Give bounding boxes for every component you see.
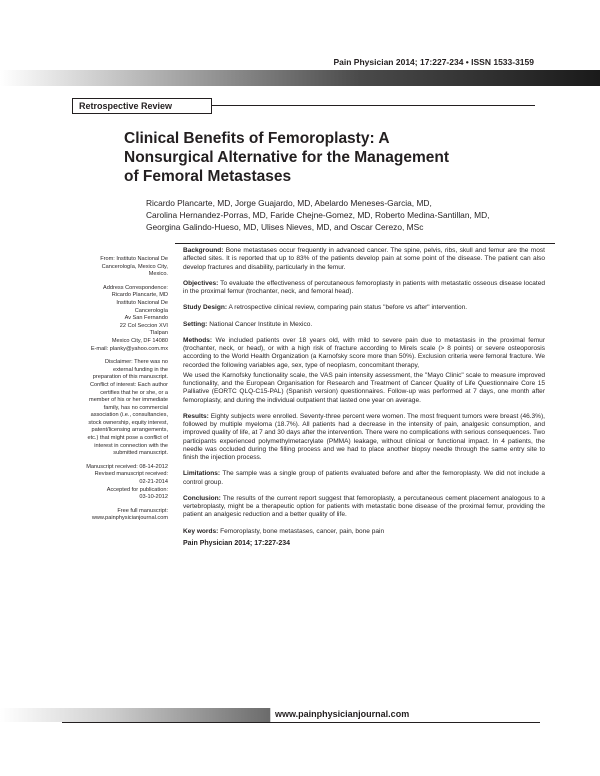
sidebar-line: certifies that he or she, or a	[100, 389, 168, 396]
objectives-paragraph	[183, 280, 545, 297]
objectives-label: Objectives:	[183, 279, 219, 287]
correspondence-block	[62, 285, 168, 353]
author-line: Carolina Hernandez-Porras, MD, Faride Chejne-Gomez, MD, Roberto Medina-Santillan, MD,	[146, 209, 490, 220]
sidebar-line: Address Correspondence:	[103, 284, 168, 291]
conclusion-paragraph	[183, 495, 545, 520]
sidebar-line: Free full manuscript:	[117, 507, 168, 514]
abstract	[183, 247, 545, 548]
sidebar-line: member of his or her immediate	[89, 397, 168, 404]
background-text: Bone metastases occur frequently in advanced cancer. The spine, pelvis, ribs, skull and femur are the most affected sites. It is reported that up to 83% of the patients develop pain at some point of the disease. The patient can also develop fractures and disability, particularly in the femur.	[183, 247, 545, 271]
sidebar-line: interest in connection with the	[94, 442, 168, 449]
sidebar-line: Av San Fernando	[124, 315, 168, 322]
author-line: Ricardo Plancarte, MD, Jorge Guajardo, MD, Abelardo Meneses-Garcia, MD,	[146, 198, 432, 208]
setting-paragraph	[183, 321, 545, 329]
sidebar-line: Cancerología	[134, 307, 168, 314]
methods-text-2: We used the Karnofsky functionality scale, the VAS pain intensity assessment, the "Mayo Clinic" scale to measure improved functionality, and the European Organisation for Research and Treatment of Cancer Quality of Life Questionnaire Core 15 Palliative (EORTC QLQ-C15-PAL) (Spanish version) questionnaires. Follow-up was performed at 7 days, one month after femoroplasty, and during the individual outpatient that lasted one year on average.	[183, 371, 545, 404]
article-citation: Pain Physician 2014; 17:227-234	[183, 539, 291, 547]
manuscript-link-block	[62, 508, 168, 523]
limitations-text: The sample was a single group of patients evaluated before and after the femoroplasty. We did not include a control group.	[183, 470, 545, 486]
limitations-label: Limitations:	[183, 470, 221, 478]
affiliation-block	[62, 256, 168, 279]
sidebar-line: Tlalpan	[149, 330, 168, 337]
sidebar-line: From: Instituto Nacional De	[100, 256, 168, 262]
article-title	[124, 129, 544, 186]
title-line: Nonsurgical Alternative for the Management	[124, 149, 449, 166]
journal-citation-header: Pain Physician 2014; 17:227-234 • ISSN 1533-3159	[333, 57, 534, 67]
keywords-label: Key words:	[183, 527, 219, 535]
sidebar-line: Mexico.	[148, 271, 168, 278]
sidebar-line: family, has no commercial	[103, 404, 168, 411]
sidebar-line: Mexico City, DF 14080	[111, 337, 168, 344]
results-label: Results:	[183, 412, 209, 420]
sidebar-line: Accepted for publication:	[106, 486, 168, 493]
sidebar-line: Ricardo Plancarte, MD	[111, 292, 168, 299]
sidebar-line: 02-21-2014	[139, 479, 168, 486]
background-paragraph	[183, 247, 545, 272]
design-paragraph	[183, 304, 545, 312]
sidebar-line: Instituto Nacional De	[116, 299, 168, 306]
methods-paragraph	[183, 337, 545, 370]
author-line: Georgina Galindo-Hueso, MD, Ulises Nieves, MD, and Oscar Cerezo, MSc	[146, 221, 424, 232]
setting-text: National Cancer Institute in Mexico.	[209, 320, 313, 328]
abstract-top-rule	[175, 243, 555, 244]
footer-rule	[62, 722, 540, 723]
objectives-text: To evaluate the effectiveness of percutaneous femoroplasty in patients with metastatic osseous disease located in the proximal femur (trochanter, neck, and femoral head).	[183, 279, 546, 295]
title-line: Clinical Benefits of Femoroplasty: A	[124, 130, 390, 147]
section-label: Retrospective Review	[72, 98, 212, 114]
article-sidebar	[62, 256, 168, 529]
results-paragraph	[183, 413, 545, 463]
sidebar-line: stock ownership, equity interest,	[88, 419, 168, 426]
sidebar-line: association (i.e., consultancies,	[90, 412, 168, 419]
methods-label: Methods:	[183, 336, 213, 344]
dates-block	[62, 464, 168, 502]
section-rule	[212, 105, 535, 106]
keywords-paragraph	[183, 528, 545, 536]
sidebar-line: Conflict of interest: Each author	[89, 381, 168, 388]
sidebar-line: Revised manuscript received:	[94, 471, 168, 478]
disclaimer-block	[62, 359, 168, 458]
author-list	[146, 198, 546, 233]
sidebar-line: etc.) that might pose a conflict of	[87, 435, 168, 442]
methods-paragraph-2	[183, 372, 545, 405]
manuscript-link[interactable]: www.painphysicianjournal.com	[91, 515, 168, 522]
sidebar-line: patent/licensing arrangements,	[91, 427, 168, 434]
sidebar-line: submitted manuscript.	[113, 450, 168, 457]
design-text: A retrospective clinical review, comparing pain status "before vs after" intervention.	[228, 304, 468, 312]
sidebar-line: E-mail: planky@yahoo.com.mx	[90, 345, 168, 352]
sidebar-line: 03-10-2012	[139, 494, 168, 501]
sidebar-line: Cancerología, Mexico City,	[101, 263, 168, 270]
conclusion-label: Conclusion:	[183, 494, 221, 502]
sidebar-line: Manuscript received: 08-14-2012	[86, 463, 168, 470]
setting-label: Setting:	[183, 320, 208, 328]
methods-text: We included patients over 18 years old, with mild to severe pain due to metastasis in the proximal femur (trochanter, neck, or head), or with a high risk of fracture according to Mirels scale (> 8 points) or severe osteoporosis according to the World Health Organization (a Karnofsky score more than 50%). Exclusion criteria were femoral fracture. We recorded the following variables age, sex, type of neoplasm, concomitant therapy,	[183, 336, 545, 369]
sidebar-line: external funding in the	[112, 366, 168, 373]
title-line: of Femoral Metastases	[124, 168, 292, 185]
footer-url[interactable]: www.painphysicianjournal.com	[275, 709, 410, 719]
keywords-text: Femoroplasty, bone metastases, cancer, pain, bone pain	[220, 527, 385, 535]
header-gradient-bar	[0, 70, 600, 86]
results-text: Eighty subjects were enrolled. Seventy-three percent were women. The most frequent tumors were breast (46.3%), followed by multiple myeloma (18.7%). All patients had a decrease in the intensity of pain, analgesic consumption, and improved quality of life, at 7 and 30 days after the intervention. There were no complications with serious consequences. Two participants experienced polymethylmetacrylate (PMMA) leakage, without clinical or functional impact. In 4 patients, the needle was occluded during the filling process and we had to place another biopsy needle through the same entry site to finish the injection process.	[183, 412, 546, 461]
limitations-paragraph	[183, 470, 545, 487]
background-label: Background:	[183, 247, 224, 254]
sidebar-line: Disclaimer: There was no	[104, 359, 168, 366]
conclusion-text: The results of the current report suggest that femoroplasty, a percutaneous cement placement analogous to a vertebroplasty, might be a therapeutic option for patients with metastatic bone disease of the proximal femur, providing the patient an analgesic reduction and a better quality of life.	[183, 494, 546, 519]
sidebar-line: 22 Col Seccion XVI	[119, 322, 168, 329]
design-label: Study Design:	[183, 304, 228, 312]
sidebar-line: preparation of this manuscript.	[92, 374, 168, 381]
